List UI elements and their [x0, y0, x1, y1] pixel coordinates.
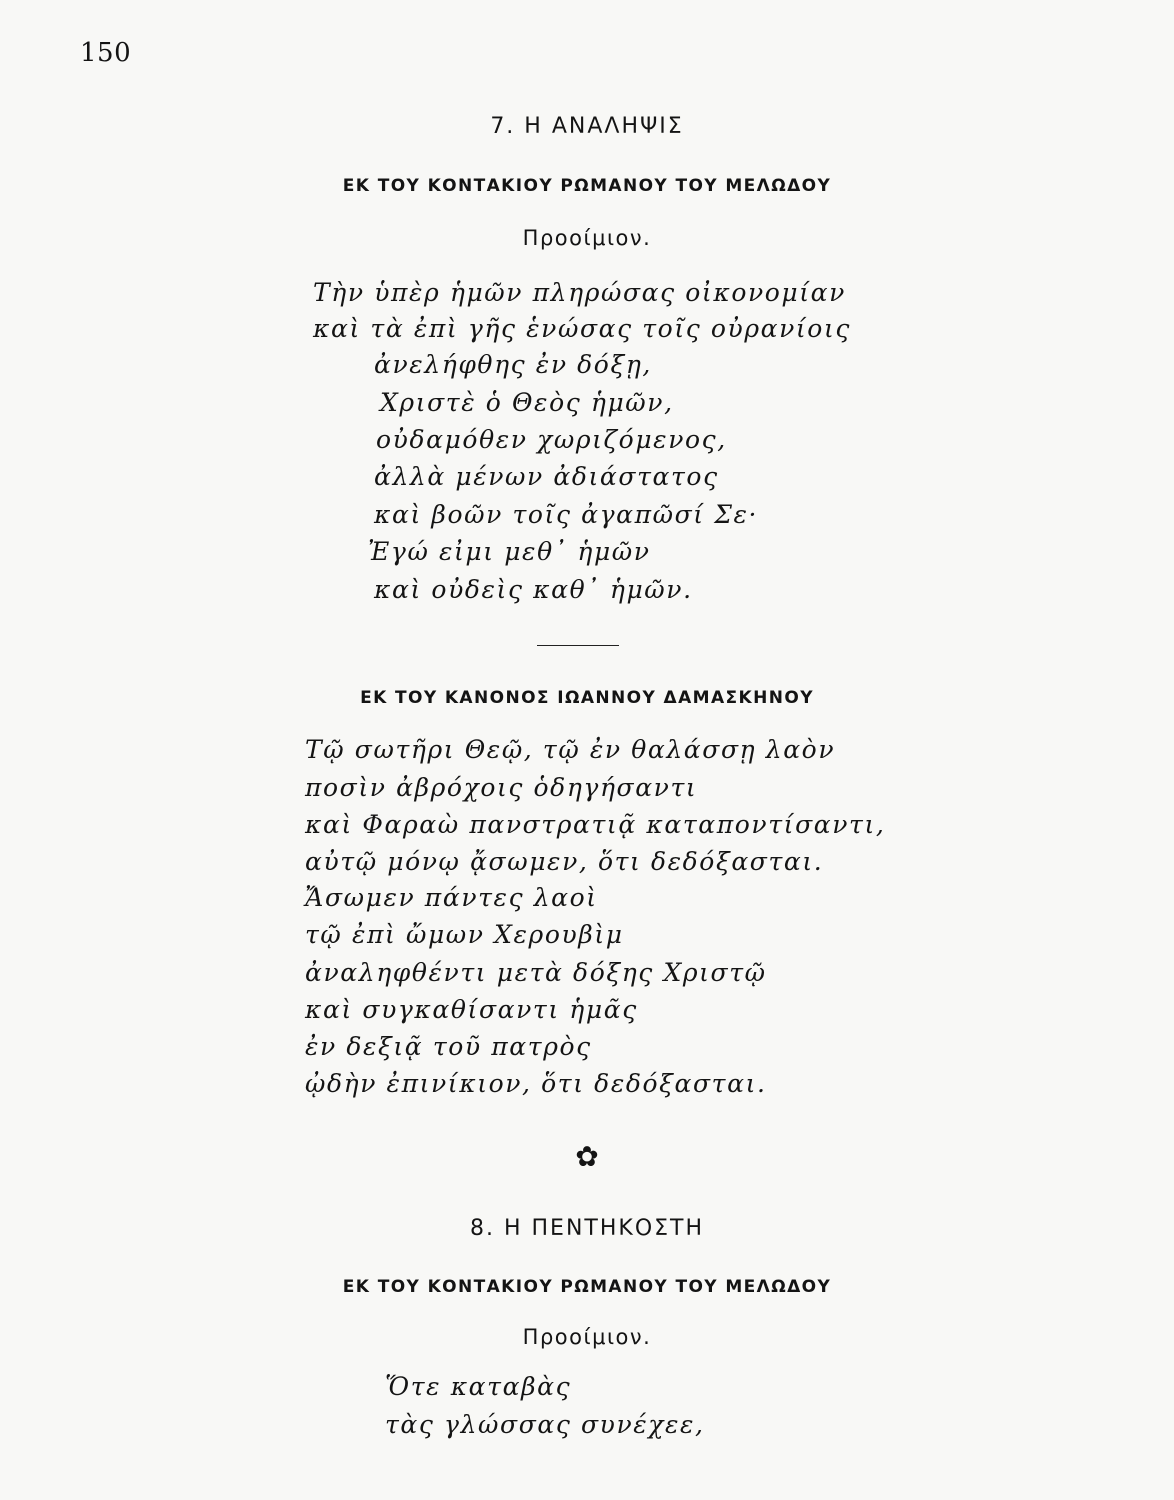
verse-line: ἀνελήφθης ἐν δόξῃ, — [374, 350, 652, 379]
verse-line: ᾠδὴν ἐπινίκιον, ὅτι δεδόξασται. — [305, 1069, 767, 1098]
verse-line: καὶ οὐδεὶς καθ᾿ ἡμῶν. — [374, 575, 693, 604]
verse-line: ἀλλὰ μένων ἀδιάστατος — [374, 462, 719, 491]
section-7-kanon-heading: ΕΚ ΤΟΥ ΚΑΝΟΝΟΣ ΙΩΑΝΝΟΥ ΔΑΜΑΣΚΗΝΟΥ — [360, 688, 814, 708]
section-7-prooimion: Προοίμιον. — [522, 226, 652, 250]
verse-line: αὐτῷ μόνῳ ᾄσωμεν, ὅτι δεδόξασται. — [305, 847, 824, 876]
verse-line: οὐδαμόθεν χωριζόμενος, — [376, 425, 727, 454]
section-8-prooimion: Προοίμιον. — [522, 1325, 652, 1349]
verse-line: καὶ τὰ ἐπὶ γῆς ἑνώσας τοῖς οὐρανίοις — [313, 314, 851, 343]
verse-line: καὶ συγκαθίσαντι ἡμᾶς — [305, 995, 638, 1024]
page-number: 150 — [80, 38, 132, 68]
verse-line: ποσὶν ἀβρόχοις ὁδηγήσαντι — [305, 773, 698, 802]
flower-ornament-icon: ✿ — [575, 1140, 599, 1173]
section-7-kontakion-heading: ΕΚ ΤΟΥ ΚΟΝΤΑΚΙΟΥ ΡΩΜΑΝΟΥ ΤΟΥ ΜΕΛΩΔΟΥ — [342, 176, 832, 196]
verse-line: Χριστὲ ὁ Θεὸς ἡμῶν, — [380, 388, 674, 417]
verse-line: ἐν δεξιᾷ τοῦ πατρὸς — [305, 1032, 592, 1061]
verse-line: τὰς γλώσσας συνέχεε, — [385, 1410, 705, 1439]
section-8-title: 8. Η ΠΕΝΤΗΚΟΣΤΗ — [469, 1216, 705, 1241]
verse-line: καὶ βοῶν τοῖς ἀγαπῶσί Σε· — [374, 500, 759, 529]
verse-line: Τὴν ὑπὲρ ἡμῶν πληρώσας οἰκονομίαν — [313, 278, 846, 307]
verse-line: Ὅτε καταβὰς — [385, 1372, 572, 1401]
section-8-kontakion-heading: ΕΚ ΤΟΥ ΚΟΝΤΑΚΙΟΥ ΡΩΜΑΝΟΥ ΤΟΥ ΜΕΛΩΔΟΥ — [342, 1277, 832, 1297]
section-divider — [537, 645, 619, 646]
verse-line: Ἐγώ εἰμι μεθ᾿ ἡμῶν — [368, 537, 651, 566]
section-7-title: 7. Η ΑΝΑΛΗΨΙΣ — [490, 114, 684, 139]
verse-line: Τῷ σωτῆρι Θεῷ, τῷ ἐν θαλάσσῃ λαὸν — [305, 735, 836, 764]
verse-line: καὶ Φαραὼ πανστρατιᾷ καταποντίσαντι, — [305, 810, 886, 839]
verse-line: ἀναληφθέντι μετὰ δόξης Χριστῷ — [305, 958, 767, 987]
verse-line: τῷ ἐπὶ ὤμων Χερουβὶμ — [305, 920, 624, 949]
verse-line: Ἄσωμεν πάντες λαοὶ — [305, 883, 598, 912]
